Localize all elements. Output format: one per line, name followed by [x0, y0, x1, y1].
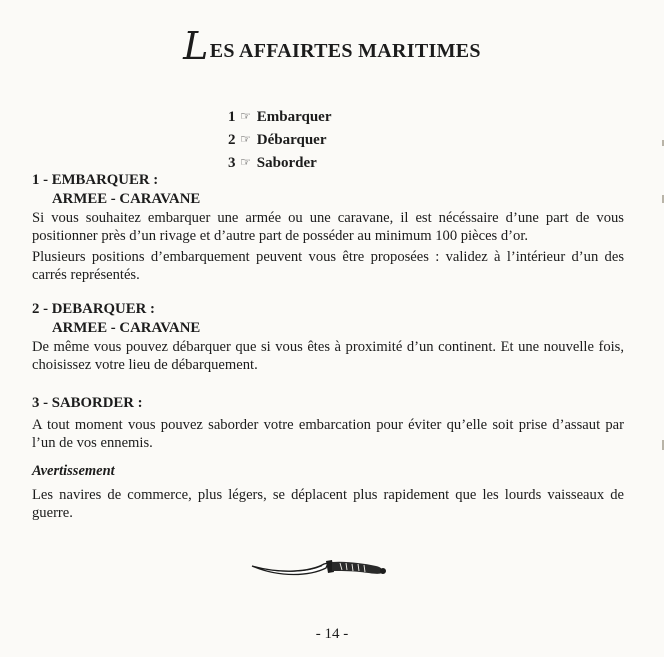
section-paragraph: Si vous souhaitez embarquer une armée ou une caravane, il est nécéssaire d’une part de vous positionner près d’un rivage et d’autre part de posséder au minimum 100 pièces d’or. — [32, 210, 624, 244]
section-paragraph: De même vous pouvez débarquer que si vous êtes à proximité d’un continent. Et une nouvelle fois, choisissez votre lieu de débarquement. — [32, 339, 624, 373]
option-label: Débarquer — [256, 132, 327, 148]
option-number: 1 — [228, 109, 236, 125]
page-title — [0, 24, 664, 68]
pointing-hand-icon: ☞ — [240, 155, 252, 169]
options-list — [228, 105, 332, 174]
pointing-hand-icon: ☞ — [240, 132, 252, 146]
page-number: - 14 - — [315, 626, 349, 642]
dagger-icon — [250, 552, 390, 586]
section-paragraph: Les navires de commerce, plus légers, se déplacent plus rapidement que les lourds vaisseaux de guerre. — [32, 487, 624, 521]
pointing-hand-icon: ☞ — [240, 109, 252, 123]
title-dropcap: L — [183, 24, 209, 68]
section-heading: 3 - SABORDER : — [32, 395, 143, 411]
section-embarquer — [32, 171, 624, 284]
section-saborder — [32, 394, 624, 452]
section-debarquer — [32, 300, 624, 374]
title-text: ES AFFAIRTES MARITIMES — [209, 40, 481, 62]
section-paragraph: Plusieurs positions d’embarquement peuvent vous être proposées : validez à l’intérieur d’un des carrés représentés. — [32, 249, 624, 283]
section-subheading: ARMEE - CARAVANE — [52, 191, 201, 207]
option-label: Embarquer — [256, 109, 332, 125]
warning-heading: Avertissement — [32, 463, 115, 479]
option-debarquer — [228, 128, 332, 151]
section-avertissement — [32, 462, 624, 522]
option-number: 2 — [228, 132, 236, 148]
option-embarquer — [228, 105, 332, 128]
section-heading: 1 - EMBARQUER : — [32, 172, 159, 188]
section-paragraph: A tout moment vous pouvez saborder votre embarcation pour éviter qu’elle soit prise d’assaut par l’un de vos ennemis. — [32, 417, 624, 451]
section-subheading: ARMEE - CARAVANE — [52, 320, 201, 336]
section-heading: 2 - DEBARQUER : — [32, 301, 155, 317]
option-label: Saborder — [256, 155, 317, 171]
option-number: 3 — [228, 155, 236, 171]
